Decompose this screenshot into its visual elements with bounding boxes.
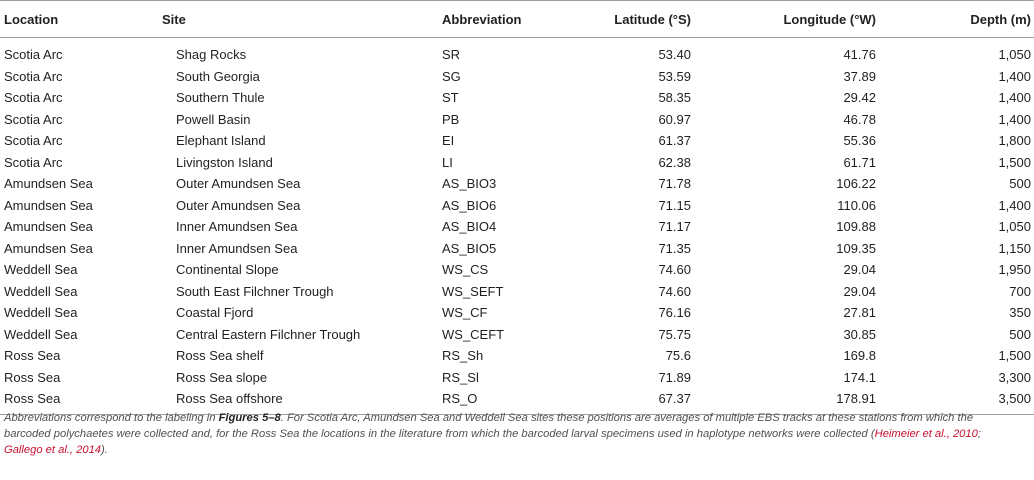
- table-footnote: [4, 410, 1010, 458]
- cell-depth: 1,400: [998, 68, 1031, 84]
- cell-depth: 500: [1009, 326, 1031, 342]
- cell-site: South Georgia: [176, 68, 260, 84]
- cell-latitude: 75.75: [658, 326, 691, 342]
- cell-abbreviation: AS_BIO3: [442, 176, 497, 191]
- cell-latitude: 60.97: [658, 111, 691, 127]
- cell-location: Weddell Sea: [4, 305, 78, 320]
- cell-longitude: 37.89: [843, 68, 876, 84]
- header-longitude: Longitude (°W): [694, 1, 884, 38]
- cell-depth: 1,400: [998, 111, 1031, 127]
- cell-latitude: 71.15: [658, 197, 691, 213]
- cell-depth: 700: [1009, 283, 1031, 299]
- cell-abbreviation: EI: [442, 133, 455, 148]
- cell-depth: 3,300: [998, 369, 1031, 385]
- cell-site: Coastal Fjord: [176, 305, 254, 320]
- footnote-text: ).: [101, 444, 108, 456]
- footnote-separator: ;: [977, 428, 981, 440]
- cell-depth: 1,150: [998, 240, 1031, 256]
- cell-abbreviation: RS_O: [442, 388, 562, 414]
- table-row: [0, 238, 1034, 260]
- cell-latitude: 71.17: [658, 219, 691, 234]
- cell-longitude: 30.85: [843, 326, 876, 342]
- cell-site: Outer Amundsen Sea: [176, 197, 301, 213]
- cell-abbreviation: SR: [442, 47, 461, 62]
- cell-location: Weddell Sea: [4, 283, 78, 299]
- cell-site: Powell Basin: [176, 111, 251, 127]
- header-latitude: Latitude (°S): [562, 1, 694, 38]
- cell-abbreviation: ST: [442, 90, 459, 105]
- cell-latitude: 71.89: [658, 369, 691, 385]
- cell-latitude: 62.38: [658, 154, 691, 170]
- cell-longitude: 61.71: [843, 154, 876, 170]
- footnote-text: Abbreviations correspond to the labeling in: [4, 412, 219, 424]
- cell-depth: 1,800: [998, 133, 1031, 148]
- cell-abbreviation: WS_CEFT: [442, 326, 505, 342]
- cell-longitude: 109.35: [836, 240, 876, 256]
- cell-location: Scotia Arc: [4, 68, 63, 84]
- cell-abbreviation: WS_SEFT: [442, 283, 504, 299]
- cell-longitude: 41.76: [843, 47, 876, 62]
- table-header-row: [0, 1, 1034, 38]
- cell-latitude: 75.6: [665, 348, 691, 363]
- cell-depth: 1,050: [998, 219, 1031, 234]
- header-site: Site: [162, 1, 442, 38]
- cell-abbreviation: SG: [442, 68, 461, 84]
- cell-location: Scotia Arc: [4, 133, 63, 148]
- citation-link-gallego[interactable]: Gallego et al., 2014: [4, 444, 102, 456]
- cell-location: Scotia Arc: [4, 111, 63, 127]
- cell-latitude: 76.16: [658, 305, 691, 320]
- cell-abbreviation: WS_CF: [442, 305, 488, 320]
- table-row: [0, 367, 1034, 389]
- cell-longitude: 109.88: [836, 219, 876, 234]
- cell-site: Central Eastern Filchner Trough: [176, 326, 361, 342]
- cell-site: Inner Amundsen Sea: [176, 240, 298, 256]
- cell-location: Amundsen Sea: [4, 240, 93, 256]
- cell-latitude: 74.60: [658, 262, 691, 277]
- cell-longitude: 29.42: [843, 90, 876, 105]
- cell-latitude: 71.78: [658, 176, 691, 191]
- cell-location: Ross Sea: [0, 388, 162, 414]
- table-row: [0, 324, 1034, 346]
- cell-depth: 350: [1009, 305, 1031, 320]
- table-row: [0, 259, 1034, 281]
- cell-depth: 1,400: [998, 197, 1031, 213]
- cell-location: Weddell Sea: [4, 326, 78, 342]
- cell-site: Livingston Island: [176, 154, 273, 170]
- table-row: [0, 302, 1034, 324]
- table-row: [0, 87, 1034, 109]
- cell-abbreviation: RS_Sh: [442, 348, 484, 363]
- cell-abbreviation: RS_Sl: [442, 369, 479, 385]
- cell-depth: 1,500: [998, 154, 1031, 170]
- cell-latitude: 58.35: [658, 90, 691, 105]
- cell-site: Elephant Island: [176, 133, 266, 148]
- cell-latitude: 71.35: [658, 240, 691, 256]
- table-row: [0, 281, 1034, 303]
- cell-site: South East Filchner Trough: [176, 283, 334, 299]
- header-depth: Depth (m): [884, 1, 1034, 38]
- cell-location: Amundsen Sea: [4, 176, 93, 191]
- cell-location: Amundsen Sea: [4, 219, 93, 234]
- cell-abbreviation: WS_CS: [442, 262, 489, 277]
- cell-site: Inner Amundsen Sea: [176, 219, 298, 234]
- cell-site: Southern Thule: [176, 90, 265, 105]
- cell-site: Outer Amundsen Sea: [176, 176, 301, 191]
- cell-location: Amundsen Sea: [4, 197, 93, 213]
- cell-latitude: 53.40: [658, 47, 691, 62]
- cell-site: Continental Slope: [176, 262, 279, 277]
- citation-link-heimeier[interactable]: Heimeier et al., 2010: [874, 428, 978, 440]
- cell-location: Scotia Arc: [4, 47, 63, 62]
- cell-location: Ross Sea: [4, 348, 61, 363]
- cell-longitude: 55.36: [843, 133, 876, 148]
- figures-reference-link[interactable]: Figures 5–8: [218, 412, 281, 424]
- cell-abbreviation: AS_BIO6: [442, 197, 497, 213]
- cell-latitude: 61.37: [658, 133, 691, 148]
- cell-site: Shag Rocks: [176, 47, 247, 62]
- cell-location: Scotia Arc: [4, 90, 63, 105]
- cell-longitude: 169.8: [843, 348, 876, 363]
- table-row: [0, 345, 1034, 367]
- cell-site: Ross Sea shelf: [176, 348, 264, 363]
- cell-longitude: 178.91: [694, 388, 884, 414]
- header-location: Location: [0, 1, 162, 38]
- cell-location: Scotia Arc: [4, 154, 63, 170]
- table-row: [0, 216, 1034, 238]
- cell-longitude: 46.78: [843, 111, 876, 127]
- cell-longitude: 110.06: [837, 197, 876, 213]
- header-abbreviation: Abbreviation: [442, 1, 562, 38]
- cell-longitude: 29.04: [843, 283, 876, 299]
- cell-depth: 1,500: [998, 348, 1031, 363]
- table-row: [0, 195, 1034, 217]
- cell-longitude: 174.1: [843, 369, 876, 385]
- cell-latitude: 67.37: [562, 388, 694, 414]
- cell-depth: 1,050: [998, 47, 1031, 62]
- cell-longitude: 27.81: [843, 305, 876, 320]
- table-row: [0, 66, 1034, 88]
- cell-depth: 500: [1009, 176, 1031, 191]
- table-row: [0, 109, 1034, 131]
- table-row: [0, 130, 1034, 152]
- table-row: [0, 152, 1034, 174]
- cell-abbreviation: AS_BIO4: [442, 219, 497, 234]
- footnote-text: . For Scotia Arc, Amundsen Sea and Weddell Sea sites these positions are averages of multiple EBS tracks at these stations from which the barcoded polychaetes were collected and, for the Ross Sea the locations in the literature from which the barcoded larval specimens used in haplotype networks were collected (: [4, 412, 974, 440]
- table-row: [0, 38, 1034, 66]
- cell-depth: 1,950: [998, 262, 1031, 277]
- table-row: [0, 173, 1034, 195]
- cell-location: Weddell Sea: [4, 262, 78, 277]
- cell-longitude: 29.04: [843, 262, 876, 277]
- cell-longitude: 106.22: [836, 176, 876, 191]
- table-body: [0, 38, 1034, 415]
- cell-abbreviation: AS_BIO5: [442, 240, 497, 256]
- cell-abbreviation: PB: [442, 111, 460, 127]
- cell-latitude: 53.59: [658, 68, 691, 84]
- cell-depth: 1,400: [998, 90, 1031, 105]
- cell-depth: 3,500: [884, 388, 1034, 414]
- cell-location: Ross Sea: [4, 369, 61, 385]
- cell-site: Ross Sea slope: [176, 369, 268, 385]
- cell-abbreviation: LI: [442, 154, 453, 170]
- cell-site: Ross Sea offshore: [162, 388, 442, 414]
- cell-latitude: 74.60: [658, 283, 691, 299]
